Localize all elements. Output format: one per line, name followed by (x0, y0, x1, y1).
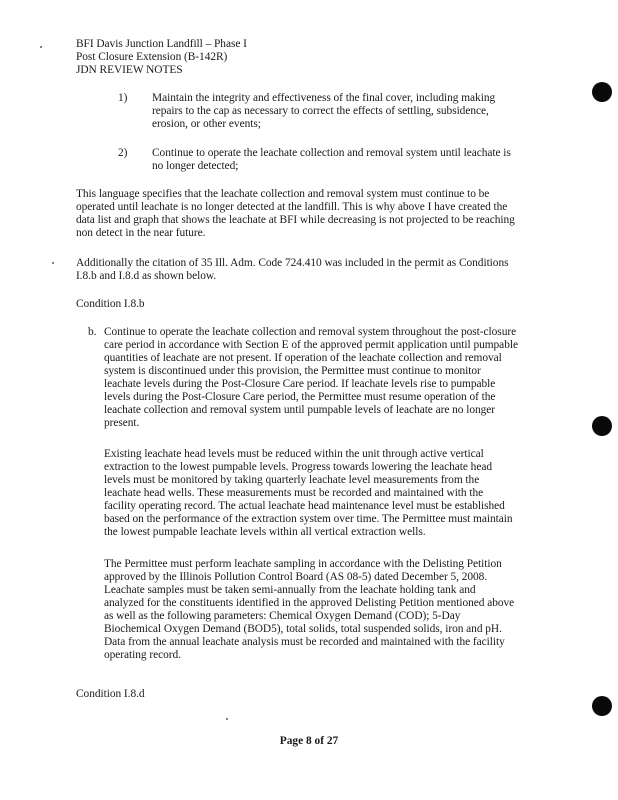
list-number: 1) (118, 92, 128, 104)
page-number: Page 8 of 27 (279, 735, 339, 747)
condition-heading: Condition I.8.b (76, 298, 145, 310)
header-permit: Post Closure Extension (B-142R) (76, 51, 228, 63)
condition-line: Continue to operate the leachate collection and removal system throughout the post-closure (104, 326, 517, 338)
condition-line: leachate head wells. These measurements must be recorded and maintained with the (104, 487, 484, 499)
condition-line: as well as the following parameters: Chemical Oxygen Demand (COD); 5-Day (104, 610, 461, 622)
condition-line: extraction to the lowest pumpable levels. Progress towards lowering the leachate head (104, 461, 492, 473)
condition-line: The Permittee must perform leachate sampling in accordance with the Delisting Petition (104, 558, 502, 570)
condition-line: levels must be monitored by taking quarterly leachate level measurements from the (104, 474, 480, 486)
list-item-line: no longer detected; (152, 160, 239, 172)
list-item-line: Continue to operate the leachate collection and removal system until leachate is (152, 147, 511, 159)
condition-line: operating record. (104, 649, 181, 661)
condition-line: levels during the Post-Closure Care period, the Permittee must resume operation of the (104, 391, 496, 403)
paragraph-line: operated until leachate is no longer detected at the landfill. This is why above I have created the (76, 201, 508, 213)
condition-line: analyzed for the constituents identified in the approved Delisting Petition mentioned above (104, 597, 515, 609)
condition-line: Existing leachate head levels must be reduced within the unit through active vertical (104, 448, 484, 460)
condition-line: system is discontinued under this provision, the Permittee must continue to monitor (104, 365, 481, 377)
paragraph-line: non detect in the near future. (76, 227, 206, 239)
condition-line: based on the performance of the extraction system over time. The Permittee must maintain (104, 513, 513, 525)
scan-speck (52, 262, 54, 264)
condition-line: quantities of leachate are not present. If operation of the leachate collection and removal (104, 352, 502, 364)
scan-speck (226, 718, 228, 720)
header-project: BFI Davis Junction Landfill – Phase I (76, 38, 247, 50)
scan-speck (40, 46, 42, 48)
condition-line: present. (104, 417, 140, 429)
condition-line: the lowest pumpable leachate levels within all vertical extraction wells. (104, 526, 426, 538)
paragraph-line: I.8.b and I.8.d as shown below. (76, 270, 217, 282)
punch-hole-bottom (592, 696, 612, 716)
condition-line: leachate levels during the Post-Closure Care period. If leachate levels rise to pumpable (104, 378, 496, 390)
list-number: 2) (118, 147, 128, 159)
condition-line: Biochemical Oxygen Demand (BOD5), total solids, total suspended solids, iron and pH. (104, 623, 502, 635)
condition-line: care period in accordance with Section E of the approved permit application until pumpable (104, 339, 518, 351)
condition-line: Leachate samples must be taken semi-annually from the leachate holding tank and (104, 584, 476, 596)
list-item-line: Maintain the integrity and effectiveness of the final cover, including making (152, 92, 496, 104)
paragraph-line: This language specifies that the leachate collection and removal system must continue to be (76, 188, 490, 200)
item-label: b. (88, 326, 97, 338)
punch-hole-top (592, 82, 612, 102)
header-notes: JDN REVIEW NOTES (76, 64, 183, 76)
punch-hole-middle (592, 416, 612, 436)
paragraph-line: data list and graph that shows the leachate at BFI while decreasing is not projected to be reaching (76, 214, 515, 226)
list-item-line: erosion, or other events; (152, 118, 261, 130)
condition-line: facility operating record. The actual leachate head maintenance level must be established (104, 500, 505, 512)
paragraph-line: Additionally the citation of 35 Ill. Adm. Code 724.410 was included in the permit as Conditions (76, 257, 509, 269)
condition-line: approved by the Illinois Pollution Control Board (AS 08-5) dated December 5, 2008. (104, 571, 488, 583)
condition-line: Data from the annual leachate analysis must be recorded and maintained with the facility (104, 636, 505, 648)
condition-line: leachate collection and removal system until pumpable levels of leachate are no longer (104, 404, 496, 416)
condition-heading: Condition I.8.d (76, 688, 145, 700)
list-item-line: repairs to the cap as necessary to correct the effects of settling, subsidence, (152, 105, 489, 117)
